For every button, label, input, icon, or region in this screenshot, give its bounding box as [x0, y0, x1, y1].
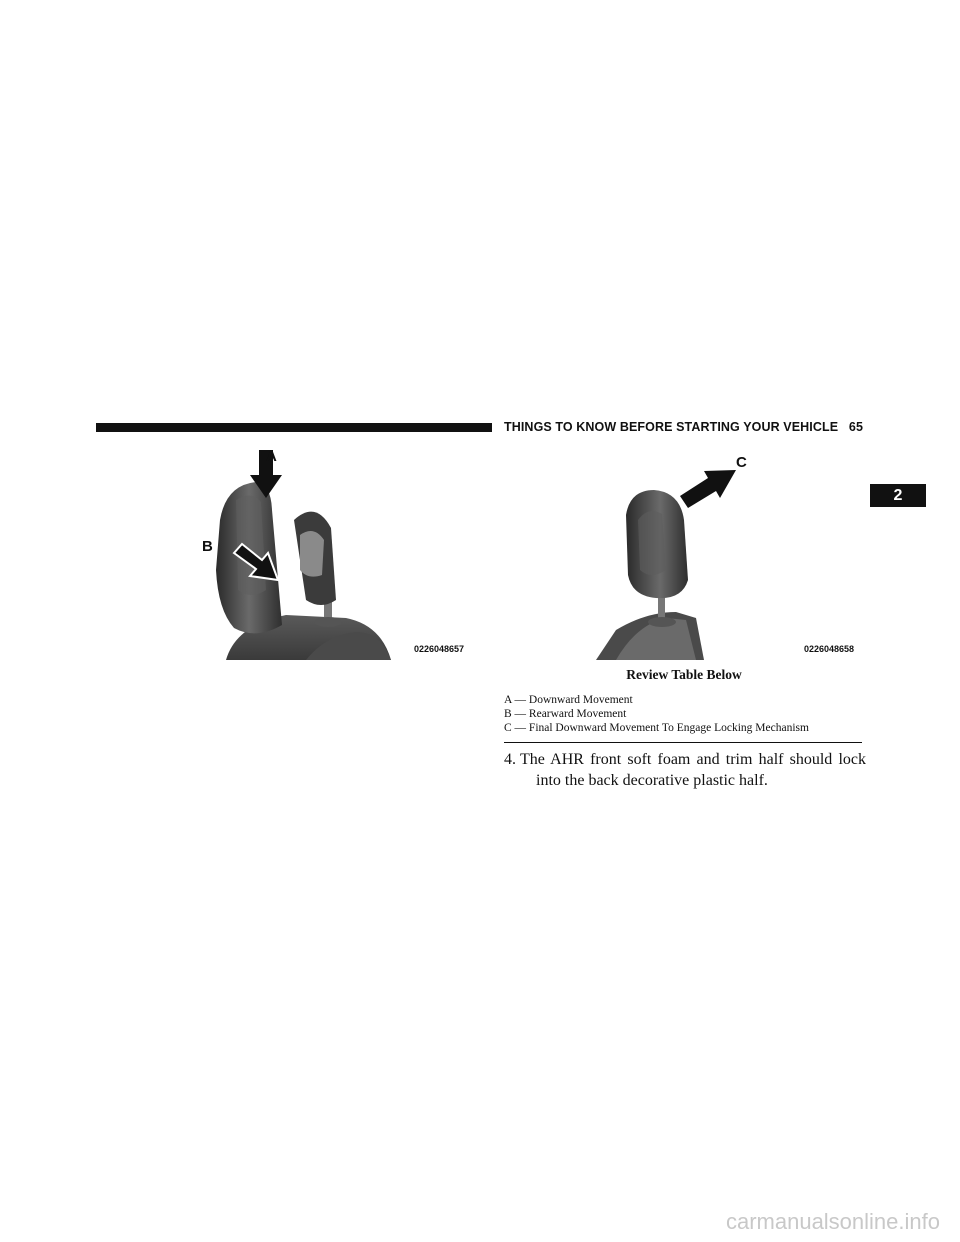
header-bar: [96, 423, 492, 432]
callout-c: C: [736, 454, 747, 471]
figure-code: 0226048658: [804, 644, 855, 654]
legend-item: C — Final Downward Movement To Engage Locking Mechanism: [504, 722, 809, 734]
watermark: carmanualsonline.info: [725, 1209, 940, 1234]
figure-right: [596, 440, 868, 660]
head-restraint-illustration-c: [596, 440, 868, 660]
page-header: [504, 419, 864, 435]
figure-left: [196, 440, 476, 660]
section-title: THINGS TO KNOW BEFORE STARTING YOUR VEHICLE: [504, 420, 839, 434]
step-text-line: into the back decorative plastic half.: [536, 772, 768, 789]
instruction-step: [504, 749, 866, 791]
step-number: 4.: [504, 751, 516, 768]
arrow-c: [680, 470, 736, 508]
figure-caption-title: Review Table Below: [626, 667, 742, 682]
figure-legend: [504, 693, 864, 735]
head-restraint-illustration-ab: [196, 440, 476, 660]
page-number: 65: [848, 420, 864, 434]
figure-code: 0226048657: [414, 644, 465, 654]
legend-item: B — Rearward Movement: [504, 708, 627, 720]
legend-item: A — Downward Movement: [504, 694, 633, 706]
callout-a: A: [266, 448, 277, 465]
callout-b: B: [202, 538, 213, 555]
chapter-tab: 2: [870, 484, 926, 507]
step-text-line: The AHR front soft foam and trim half should lock: [520, 751, 866, 768]
legend-divider: [504, 742, 862, 743]
